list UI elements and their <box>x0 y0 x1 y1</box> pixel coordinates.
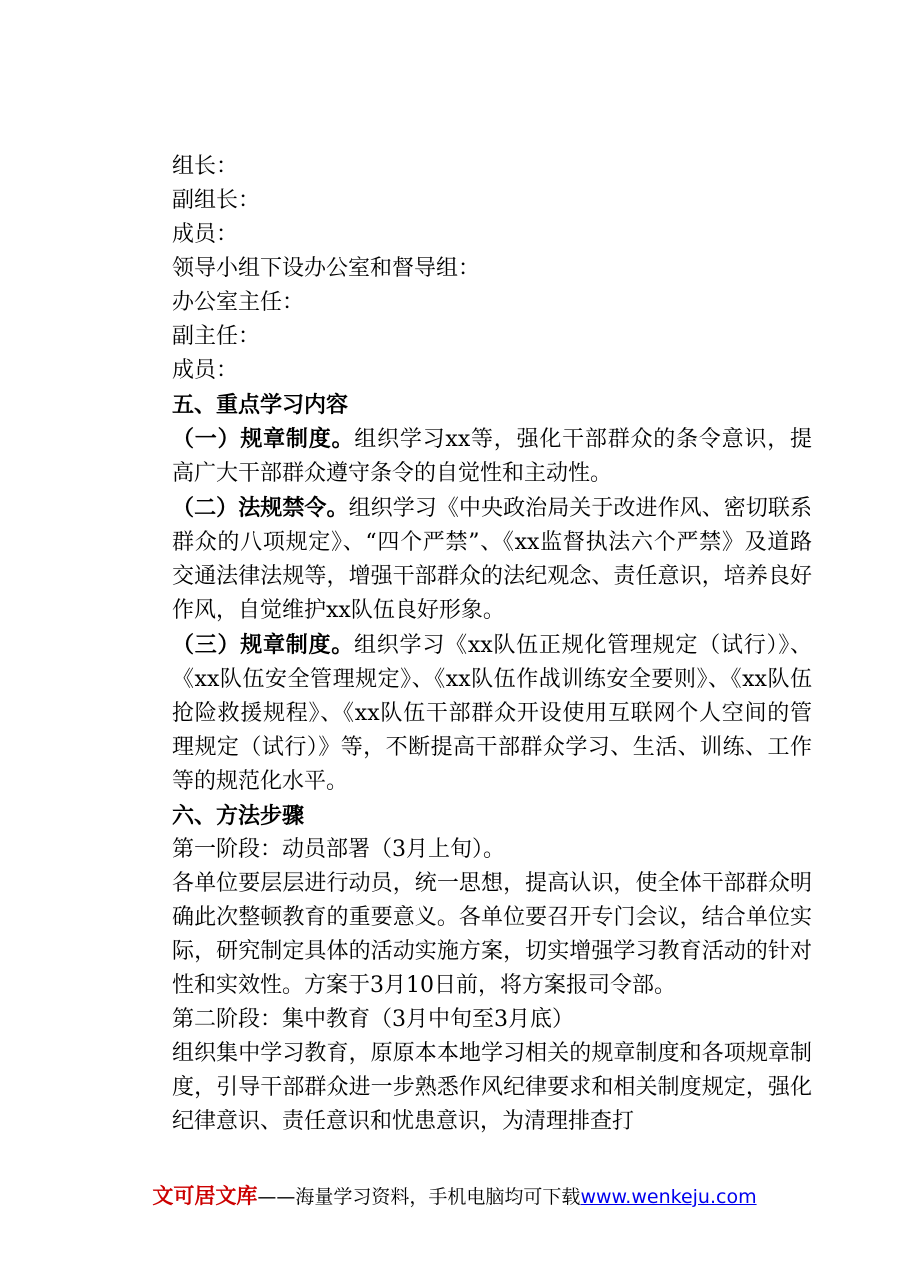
section-5-item-3 <box>172 628 812 799</box>
document-body <box>172 150 812 1139</box>
section-5-heading: 五、重点学习内容 <box>172 392 349 418</box>
role-deputy-leader: 副组长： <box>172 188 261 213</box>
footer-brand: 文可居文库 <box>152 1184 258 1208</box>
footer-banner <box>0 1182 909 1211</box>
item-3-body: 组织学习《xx队伍正规化管理规定（试行）》、《xx队伍安全管理规定》、《xx队伍作战训练安全要则》、《xx队伍抢险救援规程》、《xx队伍干部群众开设使用互联网个人空间的管理规定（试行）》等，不断提高干部群众学习、生活、训练、工作等的规范化水平。 <box>172 633 812 794</box>
item-1-body: 组织学习xx等，强化干部群众的条令意识，提高广大干部群众遵守条令的自觉性和主动性。 <box>172 427 812 486</box>
role-office-director: 办公室主任： <box>172 290 305 315</box>
role-members: 成员： <box>172 222 239 247</box>
role-deputy-director: 副主任： <box>172 324 261 349</box>
item-1-title: （一）规章制度。 <box>172 426 355 452</box>
section-6-heading: 六、方法步骤 <box>172 803 305 829</box>
section-5-item-1 <box>172 422 812 491</box>
footer-site-link[interactable]: www.wenkeju.com <box>580 1186 757 1208</box>
item-2-title: （二）法规禁令。 <box>172 495 349 521</box>
item-2-body: 组织学习《中央政治局关于改进作风、密切联系群众的八项规定》、“四个严禁”、《xx监督执法六个严禁》及道路交通法律法规等，增强干部群众的法纪观念、责任意识，培养良好作风，自觉维护xx队伍良好形象。 <box>172 496 812 623</box>
office-intro: 领导小组下设办公室和督导组： <box>172 256 481 281</box>
stage-1-title: 第一阶段：动员部署（3月上旬）。 <box>172 837 505 862</box>
role-leader: 组长： <box>172 154 239 179</box>
stage-1-body: 各单位要层层进行动员，统一思想，提高认识，使全体干部群众明确此次整顿教育的重要意义。各单位要召开专门会议，结合单位实际，研究制定具体的活动实施方案，切实增强学习教育活动的针对性和实效性。方案于3月10日前，将方案报司令部。 <box>172 871 812 998</box>
role-office-members: 成员： <box>172 358 239 383</box>
item-3-title: （三）规章制度。 <box>172 632 355 658</box>
section-5-item-2 <box>172 491 812 628</box>
stage-2-title: 第二阶段：集中教育（3月中旬至3月底） <box>172 1007 574 1032</box>
stage-2-body: 组织集中学习教育，原原本本地学习相关的规章制度和各项规章制度，引导干部群众进一步熟悉作风纪律要求和相关制度规定，强化纪律意识、责任意识和忧患意识，为清理排查打 <box>172 1041 812 1134</box>
footer-tagline: ——海量学习资料，手机电脑均可下载 <box>257 1186 581 1208</box>
